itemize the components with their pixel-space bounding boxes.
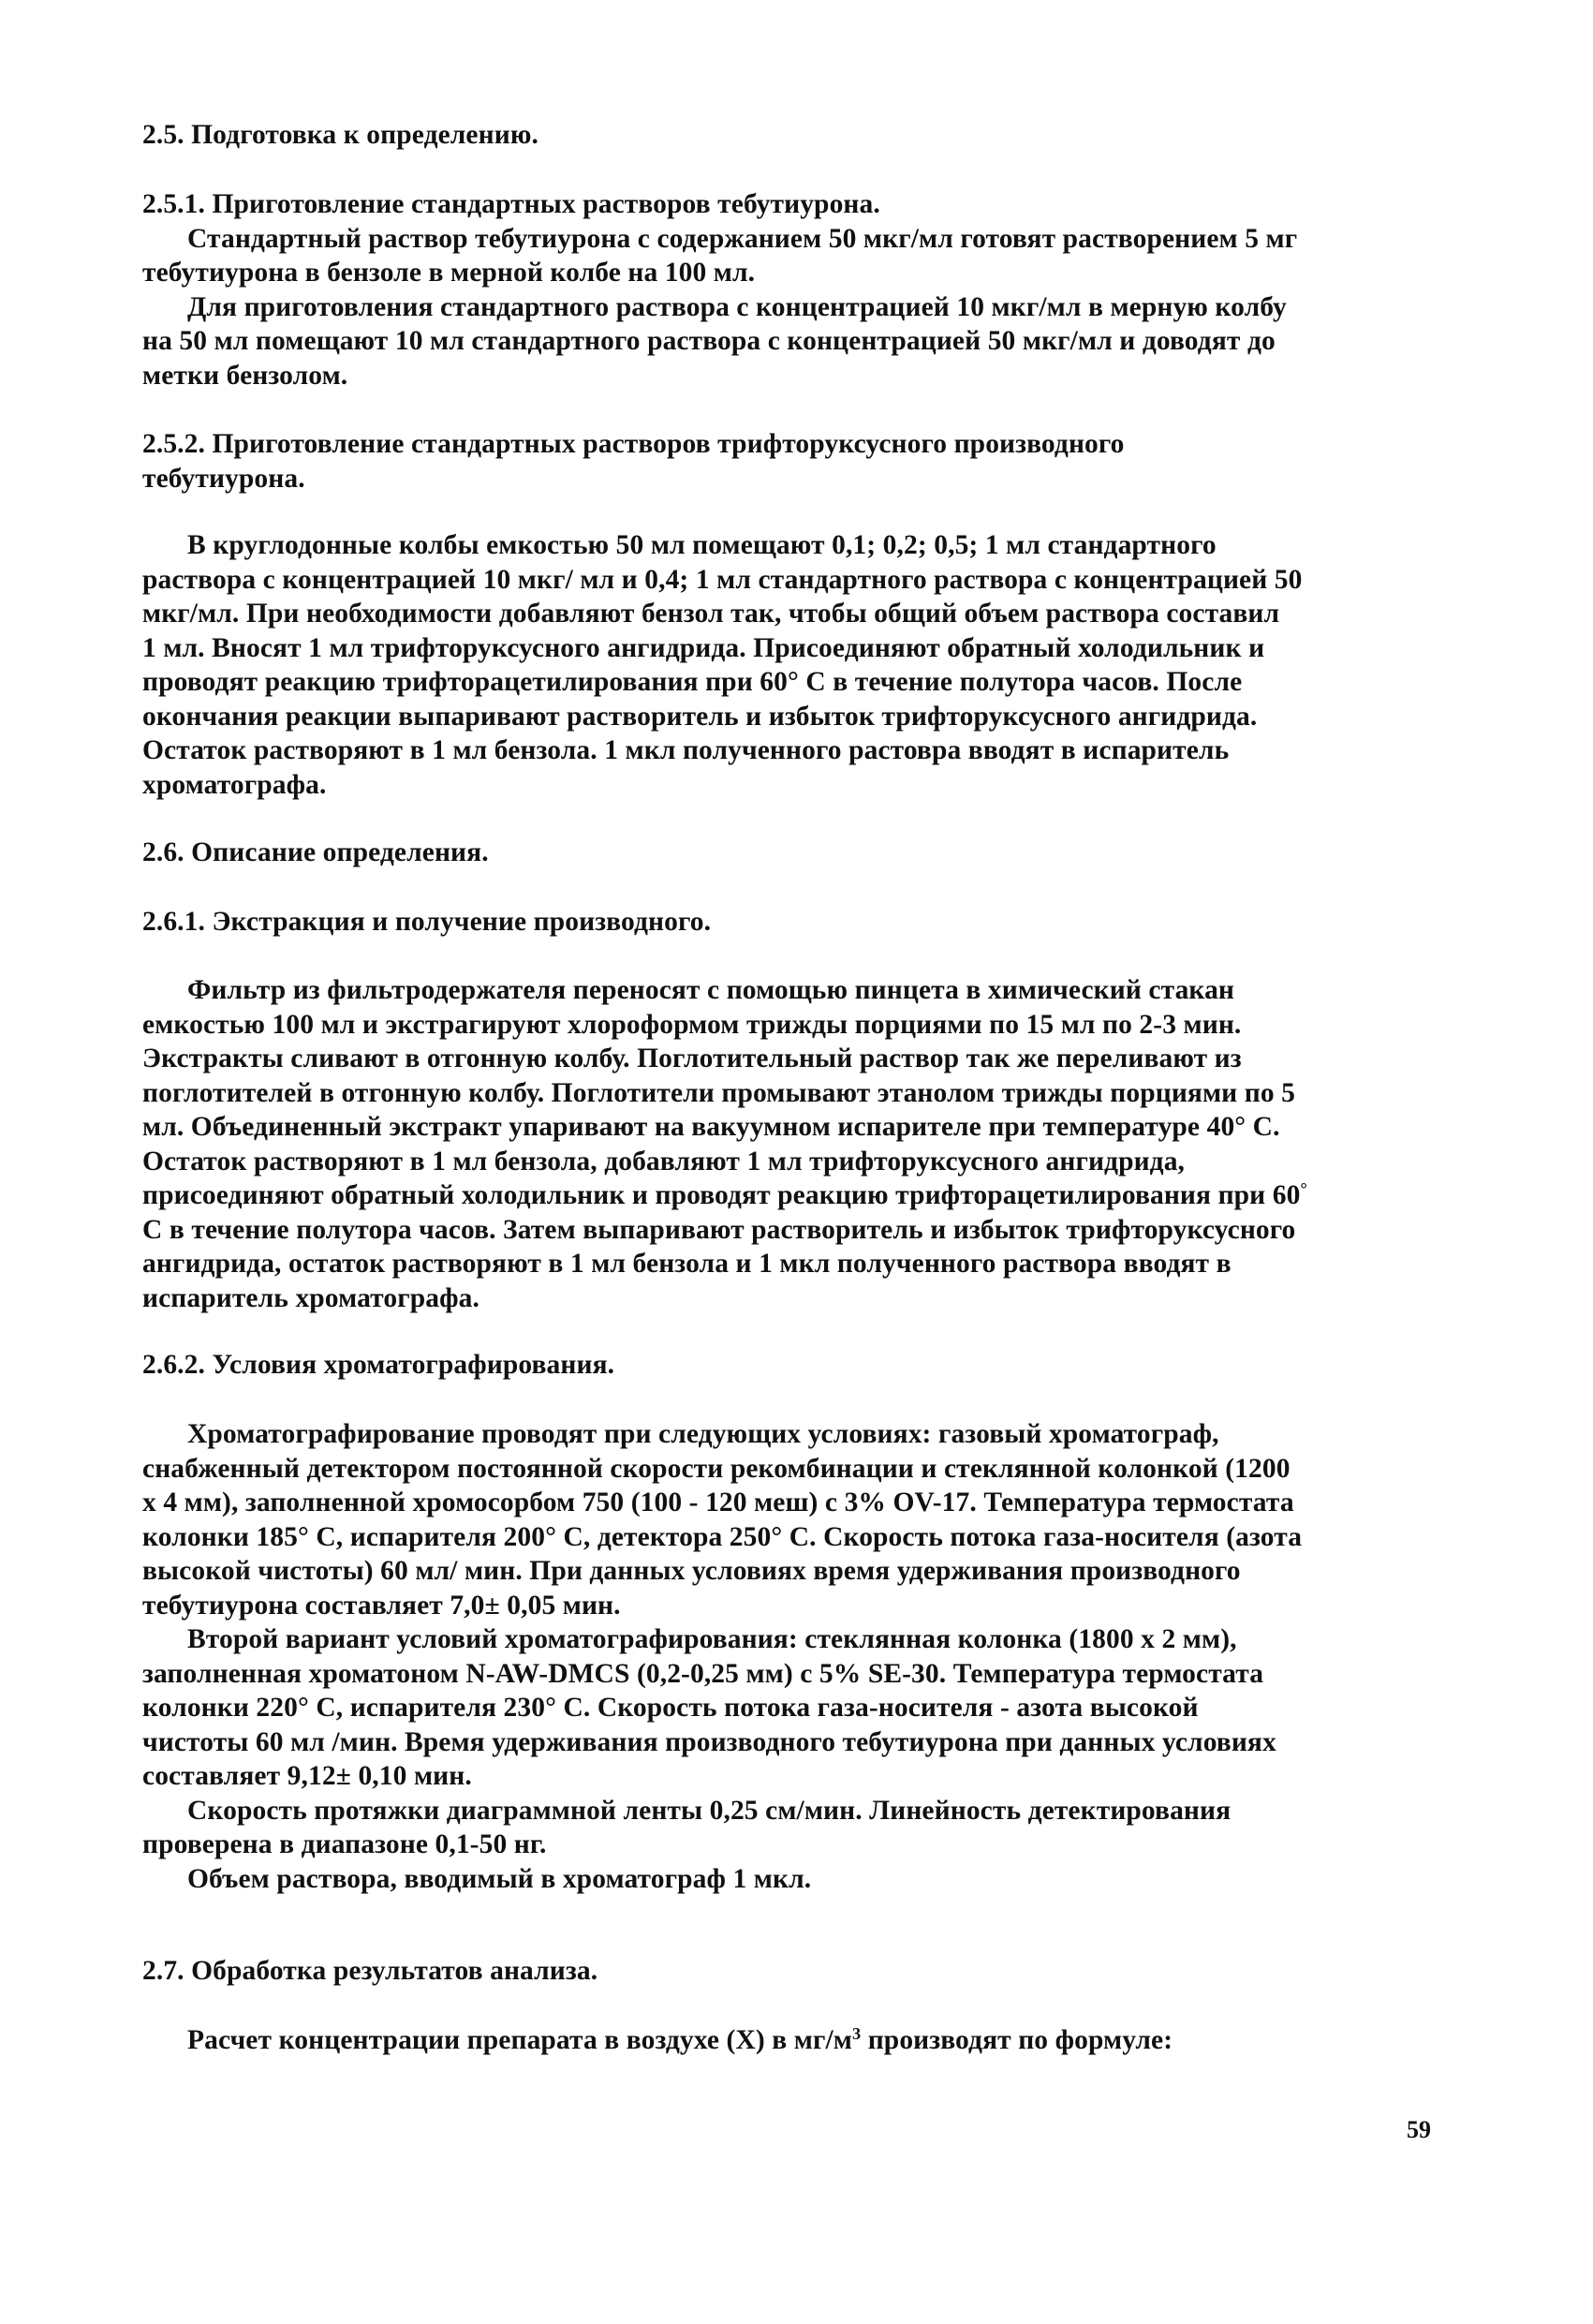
section-heading-line: 2.5.2. Приготовление стандартных растворов трифторуксусного производного bbox=[142, 429, 1125, 459]
paragraph-line: испаритель хроматографа. bbox=[142, 1282, 479, 1313]
paragraph-line: В круглодонные колбы емкостью 50 мл помещают 0,1; 0,2; 0,5; 1 мл стандартного bbox=[187, 530, 1217, 560]
paragraph-line: раствора с концентрацией 10 мкг/ мл и 0,4; 1 мл стандартного раствора с концентрацией 50 bbox=[142, 564, 1303, 595]
section-2-6-1-heading bbox=[142, 905, 1444, 940]
paragraph-line: Второй вариант условий хроматографирования: стеклянная колонка (1800 х 2 мм), bbox=[187, 1624, 1237, 1654]
paragraph-line: Остаток растворяют в 1 мл бензола. 1 мкл полученного растовра вводят в испаритель bbox=[142, 735, 1230, 765]
section-2-6-2-heading bbox=[142, 1348, 1444, 1383]
paragraph-line: С в течение полутора часов. Затем выпаривают растворитель и избыток трифторуксусного bbox=[142, 1214, 1296, 1245]
section-2-6-2-body bbox=[142, 1417, 1444, 1896]
section-heading: 2.6.1. Экстракция и получение производного. bbox=[142, 907, 712, 937]
section-2-6-1-body bbox=[142, 973, 1444, 1315]
paragraph-line: проводят реакцию трифторацетилирования при 60° С в течение полутора часов. После bbox=[142, 667, 1243, 697]
section-2-7-heading bbox=[142, 1954, 1444, 1989]
paragraph-line: Хроматографирование проводят при следующих условиях: газовый хроматограф, bbox=[187, 1419, 1219, 1449]
paragraph-line: тебутиурона составляет 7,0± 0,05 мин. bbox=[142, 1590, 621, 1621]
paragraph-line: мкг/мл. При необходимости добавляют бензол так, чтобы общий объем раствора составил bbox=[142, 599, 1280, 629]
section-heading: 2.7. Обработка результатов анализа. bbox=[142, 1956, 598, 1986]
paragraph-line: присоединяют обратный холодильник и проводят реакцию трифторацетилирования при 60° bbox=[142, 1178, 1307, 1210]
paragraph-line: емкостью 100 мл и экстрагируют хлороформом трижды порциями по 15 мл по 2-3 мин. bbox=[142, 1009, 1242, 1040]
section-heading-line: тебутиурона. bbox=[142, 463, 305, 494]
page-number: 59 bbox=[1407, 2116, 1431, 2143]
paragraph-line: проверена в диапазоне 0,1-50 нг. bbox=[142, 1829, 547, 1859]
paragraph-line: составляет 9,12± 0,10 мин. bbox=[142, 1761, 472, 1791]
section-2-5 bbox=[142, 118, 1444, 153]
paragraph-line: тебутиурона в бензоле в мерной колбе на 100 мл. bbox=[142, 258, 756, 288]
paragraph-line: метки бензолом. bbox=[142, 360, 348, 391]
section-2-5-2-body bbox=[142, 528, 1444, 802]
formula-intro-line: Расчет концентрации препарата в воздухе (X) в $мг/м^3$ производят по формуле: bbox=[187, 2023, 1173, 2055]
paragraph-line: х 4 мм), заполненной хромосорбом 750 (100 - 120 меш) с 3% OV-17. Температура термостата bbox=[142, 1488, 1294, 1517]
paragraph-line: Объем раствора, вводимый в хроматограф 1 мкл. bbox=[187, 1863, 812, 1894]
paragraph-line: Для приготовления стандартного раствора с концентрацией 10 мкг/мл в мерную колбу bbox=[187, 291, 1287, 322]
paragraph-line: заполненная хроматоном N-AW-DMCS (0,2-0,25 мм) с 5% SE-30. Температура термостата bbox=[142, 1658, 1264, 1689]
section-2-6 bbox=[142, 836, 1444, 870]
paragraph-line: Экстракты сливают в отгонную колбу. Поглотительный раствор так же переливают из bbox=[142, 1044, 1242, 1073]
paragraph-line: высокой чистоты) 60 мл/ мин. При данных условиях время удерживания производного bbox=[142, 1556, 1241, 1586]
section-heading: 2.6.2. Условия хроматографирования. bbox=[142, 1350, 615, 1380]
section-heading: 2.5. Подготовка к определению. bbox=[142, 120, 538, 150]
paragraph-line: снабженный детектором постоянной скорости рекомбинации и стеклянной колонкой (1200 bbox=[142, 1453, 1291, 1484]
paragraph-line: 1 мл. Вносят 1 мл трифторуксусного ангидрида. Присоединяют обратный холодильник и bbox=[142, 632, 1265, 663]
paragraph-line: поглотителей в отгонную колбу. Поглотители промывают этанолом трижды порциями по 5 bbox=[142, 1077, 1296, 1108]
paragraph-line: мл. Объединенный экстракт упаривают на вакуумном испарителе при температуре 40° С. bbox=[142, 1112, 1280, 1142]
paragraph-line: ангидрида, остаток растворяют в 1 мл бензола и 1 мкл полученного раствора вводят в bbox=[142, 1249, 1232, 1279]
paragraph-line: колонки 185° С, испарителя 200° С, детектора 250° С. Скорость потока газа-носителя (азота bbox=[142, 1521, 1303, 1552]
paragraph-line: Остаток растворяют в 1 мл бензола, добавляют 1 мл трифторуксусного ангидрида, bbox=[142, 1146, 1186, 1177]
paragraph-line: Стандартный раствор тебутиурона с содержанием 50 мкг/мл готовят растворением 5 мг bbox=[187, 223, 1298, 254]
section-heading: 2.6. Описание определения. bbox=[142, 837, 489, 867]
section-2-5-1 bbox=[142, 187, 1444, 392]
paragraph-line: хроматографа. bbox=[142, 769, 327, 800]
section-2-5-2-heading bbox=[142, 427, 1444, 496]
paragraph-line: Скорость протяжки диаграммной ленты 0,25 см/мин. Линейность детектирования bbox=[187, 1795, 1232, 1826]
section-heading: 2.5.1. Приготовление стандартных растворов тебутиурона. bbox=[142, 189, 880, 219]
paragraph-line: на 50 мл помещают 10 мл стандартного раствора с концентрацией 50 мкг/мл и доводят до bbox=[142, 326, 1276, 356]
paragraph-line: окончания реакции выпаривают растворитель и избыток трифторуксусного ангидрида. bbox=[142, 701, 1258, 732]
paragraph-line: колонки 220° С, испарителя 230° С. Скорость потока газа-носителя - азота высокой bbox=[142, 1693, 1199, 1723]
paragraph-line: чистоты 60 мл /мин. Время удерживания производного тебутиурона при данных условиях bbox=[142, 1726, 1276, 1757]
paragraph-line: Фильтр из фильтродержателя переносят с помощью пинцета в химический стакан bbox=[187, 975, 1235, 1005]
section-2-7-body bbox=[142, 2023, 1444, 2058]
